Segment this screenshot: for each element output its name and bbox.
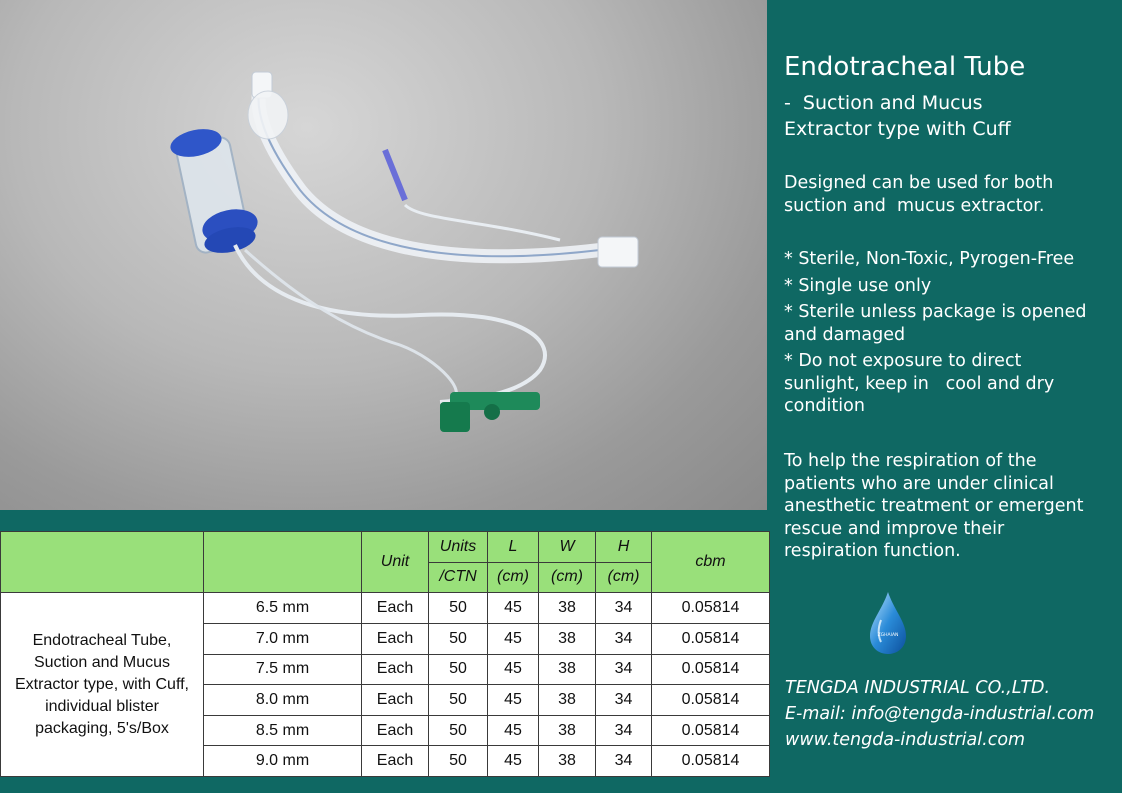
feature-item: * Do not exposure to direct sunlight, keep in cool and dry condition (784, 351, 1055, 416)
feature-item: * Sterile unless package is opened and damaged (784, 302, 1087, 345)
h-cell: 34 (596, 715, 652, 746)
cbm-cell: 0.05814 (652, 685, 770, 716)
product-photo (0, 0, 767, 510)
unit-cell: Each (362, 685, 429, 716)
header-unit: Unit (362, 532, 429, 593)
l-cell: 45 (488, 593, 539, 624)
w-cell: 38 (539, 654, 596, 685)
subtitle-line-1: - Suction and Mucus (784, 92, 983, 114)
header-blank-size (204, 532, 362, 593)
units-cell: 50 (429, 746, 488, 777)
suction-bottle (168, 125, 261, 257)
feature-item: * Single use only (784, 275, 932, 296)
cbm-cell: 0.05814 (652, 593, 770, 624)
product-description-cell (1, 593, 204, 777)
unit-cell: Each (362, 623, 429, 654)
divider-strip (0, 510, 767, 532)
water-drop-icon (868, 590, 908, 656)
units-cell: 50 (429, 685, 488, 716)
size-cell: 8.5 mm (204, 715, 362, 746)
company-info (785, 675, 1094, 753)
feature-item: * Sterile, Non-Toxic, Pyrogen-Free (784, 249, 1075, 269)
header-blank-description (1, 532, 204, 593)
size-cell: 6.5 mm (204, 593, 362, 624)
product-title: Endotracheal Tube (784, 52, 1026, 82)
size-cell: 7.0 mm (204, 623, 362, 654)
designed-line-2: suction and mucus extractor. (784, 196, 1045, 216)
product-description: Endotracheal Tube, Suction and Mucus Extractor type, with Cuff, individual blister packaging, 5's/Box (15, 631, 189, 737)
l-cell: 45 (488, 715, 539, 746)
w-cell: 38 (539, 715, 596, 746)
green-connector (440, 392, 540, 432)
table-row (1, 593, 770, 624)
size-cell: 9.0 mm (204, 746, 362, 777)
feature-list (784, 248, 1122, 422)
unit-cell: Each (362, 593, 429, 624)
l-cell: 45 (488, 746, 539, 777)
header-w-top: W (539, 532, 596, 563)
unit-cell: Each (362, 654, 429, 685)
cbm-cell: 0.05814 (652, 715, 770, 746)
header-h-top: H (596, 532, 652, 563)
size-cell: 7.5 mm (204, 654, 362, 685)
w-cell: 38 (539, 593, 596, 624)
h-cell: 34 (596, 746, 652, 777)
w-cell: 38 (539, 623, 596, 654)
h-cell: 34 (596, 623, 652, 654)
header-units-bottom: /CTN (429, 562, 488, 593)
units-cell: 50 (429, 715, 488, 746)
w-cell: 38 (539, 685, 596, 716)
header-l-top: L (488, 532, 539, 563)
endotracheal-tube-illustration (0, 0, 767, 510)
company-logo (868, 590, 908, 656)
units-cell: 50 (429, 593, 488, 624)
header-units-top: Units (429, 532, 488, 563)
header-l-bottom: (cm) (488, 562, 539, 593)
specification-table (0, 531, 770, 777)
l-cell: 45 (488, 685, 539, 716)
company-name: TENGDA INDUSTRIAL CO.,LTD. (785, 678, 1051, 698)
designed-line-1: Designed can be used for both (784, 173, 1054, 193)
subtitle-line-2: Extractor type with Cuff (784, 118, 1011, 140)
w-cell: 38 (539, 746, 596, 777)
unit-cell: Each (362, 746, 429, 777)
company-website[interactable]: www.tengda-industrial.com (785, 730, 1026, 750)
header-h-bottom: (cm) (596, 562, 652, 593)
units-cell: 50 (429, 654, 488, 685)
unit-cell: Each (362, 715, 429, 746)
company-email[interactable]: E-mail: info@tengda-industrial.com (785, 704, 1095, 724)
product-subtitle (784, 90, 1011, 142)
header-cbm: cbm (652, 532, 770, 593)
h-cell: 34 (596, 654, 652, 685)
table-header-row (1, 532, 770, 563)
h-cell: 34 (596, 593, 652, 624)
designed-text (784, 172, 1053, 218)
cbm-cell: 0.05814 (652, 623, 770, 654)
cbm-cell: 0.05814 (652, 746, 770, 777)
size-cell: 8.0 mm (204, 685, 362, 716)
help-text: To help the respiration of the patients who are under clinical anesthetic treatment or emergent rescue and improve their respiration function. (784, 451, 1084, 561)
header-w-bottom: (cm) (539, 562, 596, 593)
l-cell: 45 (488, 654, 539, 685)
cbm-cell: 0.05814 (652, 654, 770, 685)
logo-text: ZGHAIAN (877, 633, 899, 638)
h-cell: 34 (596, 685, 652, 716)
l-cell: 45 (488, 623, 539, 654)
units-cell: 50 (429, 623, 488, 654)
